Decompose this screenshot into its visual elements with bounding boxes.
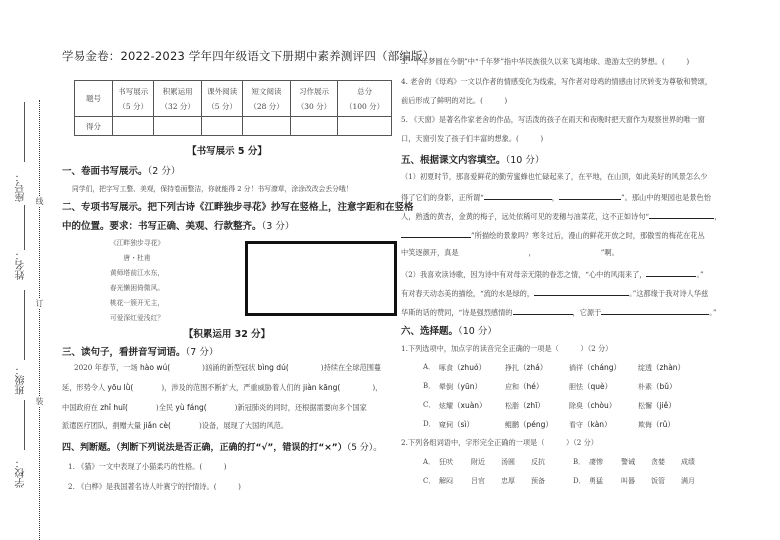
bind-mark: 线	[35, 197, 44, 206]
col-header: 短文阅读 （28 分）	[243, 81, 290, 117]
col-header: 课外阅读 （5 分）	[201, 81, 242, 117]
fill-blank[interactable]	[484, 191, 552, 200]
row-label: 题号	[75, 81, 113, 117]
poem-line: 春光懒困倚微风。	[109, 284, 165, 292]
q1-heading: 一、卷面书写展示。（2 分）	[62, 166, 181, 177]
score-cell[interactable]	[338, 117, 392, 136]
q6-sub2-stem: 2.下列各组词语中，字形完全正确的一项是（ ）（2 分）	[401, 438, 598, 447]
col-header: 习作展示 （30 分）	[290, 81, 337, 117]
q5-p1-line4: ”所描绘的景象吗？寒冬过后，漫山的鲜花开放之时，那傲雪的梅花在花丛	[401, 229, 705, 241]
score-label: 得分	[75, 117, 113, 136]
class-label: 班级：	[16, 365, 27, 395]
fill-blank[interactable]	[649, 210, 714, 219]
col-header: 书写展示 （5 分）	[113, 81, 154, 117]
q6-heading: 六、选择题。（10 分）	[401, 326, 497, 337]
field-line	[24, 102, 25, 162]
judge-item-5-line2[interactable]: 口，天窗引发了孩子们丰富的想象。( )	[401, 134, 544, 143]
q4-heading: 四、判断题。（判断下列说法是否正确，正确的打“√”，错误的打“×”）（5 分）。	[62, 443, 383, 453]
judge-item-3[interactable]: 3. “千年梦圆在今朝”中“千年梦”指中华民族很久以来飞离地球、遨游太空的梦想。( )	[401, 57, 690, 66]
fill-blank[interactable]	[401, 229, 471, 238]
section-banner-accumulation: 【积累运用 32 分】	[183, 329, 271, 340]
fill-blank[interactable]	[559, 191, 621, 200]
q3-line3: 中国政府在 zhǐ huī( )全民 yù fáng( )新冠肺炎的同时，还根据需要向多个国家	[62, 403, 367, 412]
q5-p1-line5: 中笑逐颜开，真是 ， ”啊。	[401, 248, 619, 257]
poem-line: 黄师塔前江水东，	[109, 269, 165, 277]
choice-option-b[interactable]: B．	[573, 458, 586, 466]
poem-author: 唐・杜甫	[123, 254, 151, 262]
q5-p2-line1: （2）我喜欢读诗歌，因为诗中有对母亲无限的眷恋之情，“心中的风雨来了， 。”	[401, 270, 704, 279]
school-label: 学校：	[16, 458, 27, 488]
fill-blank[interactable]	[513, 306, 573, 315]
score-table	[74, 80, 392, 136]
name-label: 姓名：	[16, 250, 27, 280]
q3-line1: 2020 年春节，一场 hào wú( )汹涌的新型冠状 bìng dú( )持续在全球范围蔓	[74, 363, 382, 372]
poem-line: 可爱深红爱浅红？	[109, 314, 165, 322]
fill-blank[interactable]	[534, 287, 629, 296]
q5-p2-line2: 有对春天动态美的描绘，“流的水是绿的， 。”这都缘于我对诗人华兹	[401, 289, 709, 298]
field-line	[24, 205, 25, 250]
fill-blank[interactable]	[601, 306, 709, 315]
q5-p2-line3: 华斯的话的赞同，“诗是强烈感情的 ，它源于 。”	[401, 308, 717, 317]
poem-title: 《江畔独步寻花》	[109, 239, 165, 247]
judge-item-1[interactable]: 1. 《猫》一文中表现了小猫柔巧的性格。( )	[68, 462, 227, 471]
poem	[102, 236, 172, 326]
score-cell[interactable]	[154, 117, 201, 136]
judge-item-4-line1[interactable]: 4. 老舍的《母鸡》一文以作者的情感变化为线索，写作者对母鸡的情感由讨厌转变为尊敬和赞颂，	[401, 77, 713, 86]
score-cell[interactable]	[201, 117, 242, 136]
q3-heading: 三、读句子，看拼音写词语。（7 分）	[62, 347, 219, 358]
q3-line4: 派遣医疗团队，捐赠大量 jiǎn cè( )设备，展现了大国的风范。	[62, 421, 289, 430]
q2-heading-line1: 二、专项书写展示。把下列古诗《江畔独步寻花》抄写在竖格上，注意字距和在竖格	[62, 202, 414, 213]
choice-option-d[interactable]: D．	[573, 477, 586, 485]
copy-writing-box[interactable]	[245, 241, 397, 316]
q1-text: 同学们，把字写工整、美观，保持卷面整洁，你就能得 2 分！书写潦草，涂涂改改会丢分哦！	[72, 185, 353, 193]
q3-line2: 延，形势令人 yōu lǜ( )，涉及的范围不断扩大，严重威胁着人们的 jiàn kāng( )，	[62, 383, 383, 392]
judge-item-4-line2[interactable]: 前后形成了鲜明的对比。( )	[401, 96, 508, 105]
exam-title: 学易金卷：2022-2023 学年四年级语文下册期中素养测评四（部编版）	[62, 49, 435, 63]
section-banner-writing: 【书写展示 5 分】	[187, 146, 267, 157]
judge-item-2[interactable]: 2. 《白桦》是我国著名诗人叶赛宁的抒情诗。( )	[68, 482, 241, 491]
score-cell[interactable]	[290, 117, 337, 136]
q5-p1-line1: （1）初夏时节，那喜爱鲜花的勤劳蜜蜂也忙碌起来了，在平地，在山顶，如此美好的风景怎么少	[401, 172, 708, 181]
binding-margin	[0, 0, 55, 540]
col-header: 总分 （100 分）	[338, 81, 392, 117]
score-cell[interactable]	[243, 117, 290, 136]
bind-mark: 订	[35, 299, 44, 308]
bind-mark: 装	[35, 397, 44, 406]
seat-number-label: 座号：	[16, 172, 27, 202]
q6-sub1-stem: 1.下列选项中，加点字的读音完全正确的一项是（ ）（2 分）	[401, 344, 613, 353]
field-line	[24, 290, 25, 360]
q5-p1-line2: 得了它们的身影，正所谓“ ， ”。那山中的果园也是景色怡	[401, 193, 711, 202]
q2-heading-line2: 中的位置。要求：书写正确、美观、行款整齐。（3 分）	[62, 221, 295, 232]
field-line	[24, 400, 25, 450]
judge-item-5-line1[interactable]: 5. 《天窗》是著名作家老舍的作品，写活泼的孩子在雨天和夜晚时把天窗作为观察世界的唯一窗	[401, 115, 705, 124]
score-cell[interactable]	[113, 117, 154, 136]
binding-dotted-line	[39, 100, 40, 540]
choice-option-c[interactable]: C．	[423, 477, 436, 485]
q5-p1-line3: 人，熟透的黄杏，金黄的梅子，远处依稀可见的麦穗与油菜花，这不正如诗句“ ，	[401, 212, 722, 221]
col-header: 积累运用 （32 分）	[154, 81, 201, 117]
q5-heading: 五、根据课文内容填空。（10 分）	[401, 155, 545, 166]
fill-blank[interactable]	[646, 268, 696, 277]
choice-option-a[interactable]: A．	[423, 458, 436, 466]
poem-line: 桃花一簇开无主，	[109, 299, 165, 307]
